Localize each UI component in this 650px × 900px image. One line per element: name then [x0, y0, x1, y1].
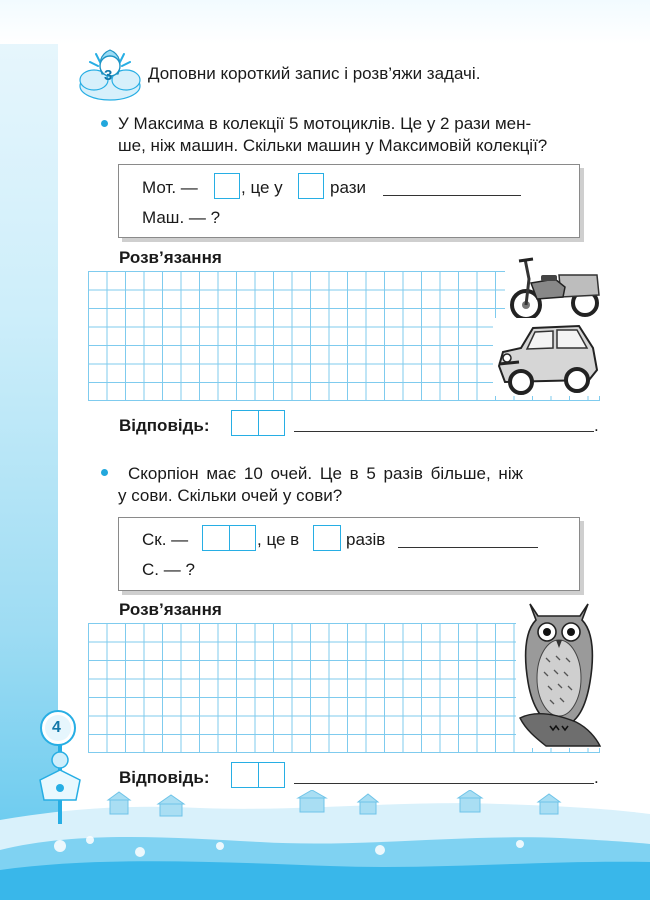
bullet-problem2 — [101, 469, 108, 476]
problem1-note-mot: Мот. — — [142, 178, 198, 197]
problem1-comparison-line[interactable] — [383, 195, 521, 196]
problem2-text-line2: у сови. Скільки очей у сови? — [118, 486, 343, 505]
problem2-answer-line[interactable] — [294, 783, 594, 784]
owl-icon — [516, 598, 602, 748]
motorcycle-icon — [505, 253, 602, 323]
problem1-times-input[interactable] — [298, 173, 324, 199]
problem2-note-raziv: разів — [346, 530, 386, 549]
top-decorative-strip — [0, 0, 650, 44]
task-number: 3 — [104, 67, 113, 84]
problem2-solution-label: Розв’язання — [119, 600, 222, 619]
snowy-lamp-icon — [30, 740, 90, 830]
car-icon — [493, 318, 601, 396]
problem1-note-mash: Маш. — ? — [142, 208, 221, 227]
problem1-note-razy: рази — [330, 178, 367, 197]
problem1-answer-line[interactable] — [294, 431, 594, 432]
task-title: Доповни короткий запис і розв’яжи задачі. — [148, 64, 481, 83]
problem2-sk-input[interactable] — [202, 525, 256, 551]
problem2-note-s: С. — ? — [142, 560, 195, 579]
problem2-times-input[interactable] — [313, 525, 341, 551]
problem1-answer-label: Відповідь: — [119, 416, 210, 435]
problem1-answer-end: . — [594, 416, 599, 435]
bullet-problem1 — [101, 120, 108, 127]
problem1-note-ce-u: , це у — [241, 178, 283, 197]
problem2-comparison-line[interactable] — [398, 547, 538, 548]
problem1-text-line1: У Максима в колекції 5 мотоциклів. Це у 2 рази мен- — [118, 114, 532, 133]
problem2-answer-label: Відповідь: — [119, 768, 210, 787]
problem2-answer-input[interactable] — [231, 762, 285, 788]
problem2-answer-end: . — [594, 768, 599, 787]
winter-village-icon — [0, 790, 650, 900]
problem1-mot-input[interactable] — [214, 173, 240, 199]
problem2-note-sk: Ск. — — [142, 530, 189, 549]
page-number: 4 — [52, 719, 61, 736]
problem1-text-line2: ше, ніж машин. Скільки машин у Максимовій колекції? — [118, 136, 548, 155]
problem1-solution-label: Розв’язання — [119, 248, 222, 267]
problem2-text-line1: Скорпіон має 10 очей. Це в 5 разів більше, ніж — [128, 464, 523, 483]
problem1-answer-input[interactable] — [231, 410, 285, 436]
problem2-note-ce-v: , це в — [257, 530, 300, 549]
